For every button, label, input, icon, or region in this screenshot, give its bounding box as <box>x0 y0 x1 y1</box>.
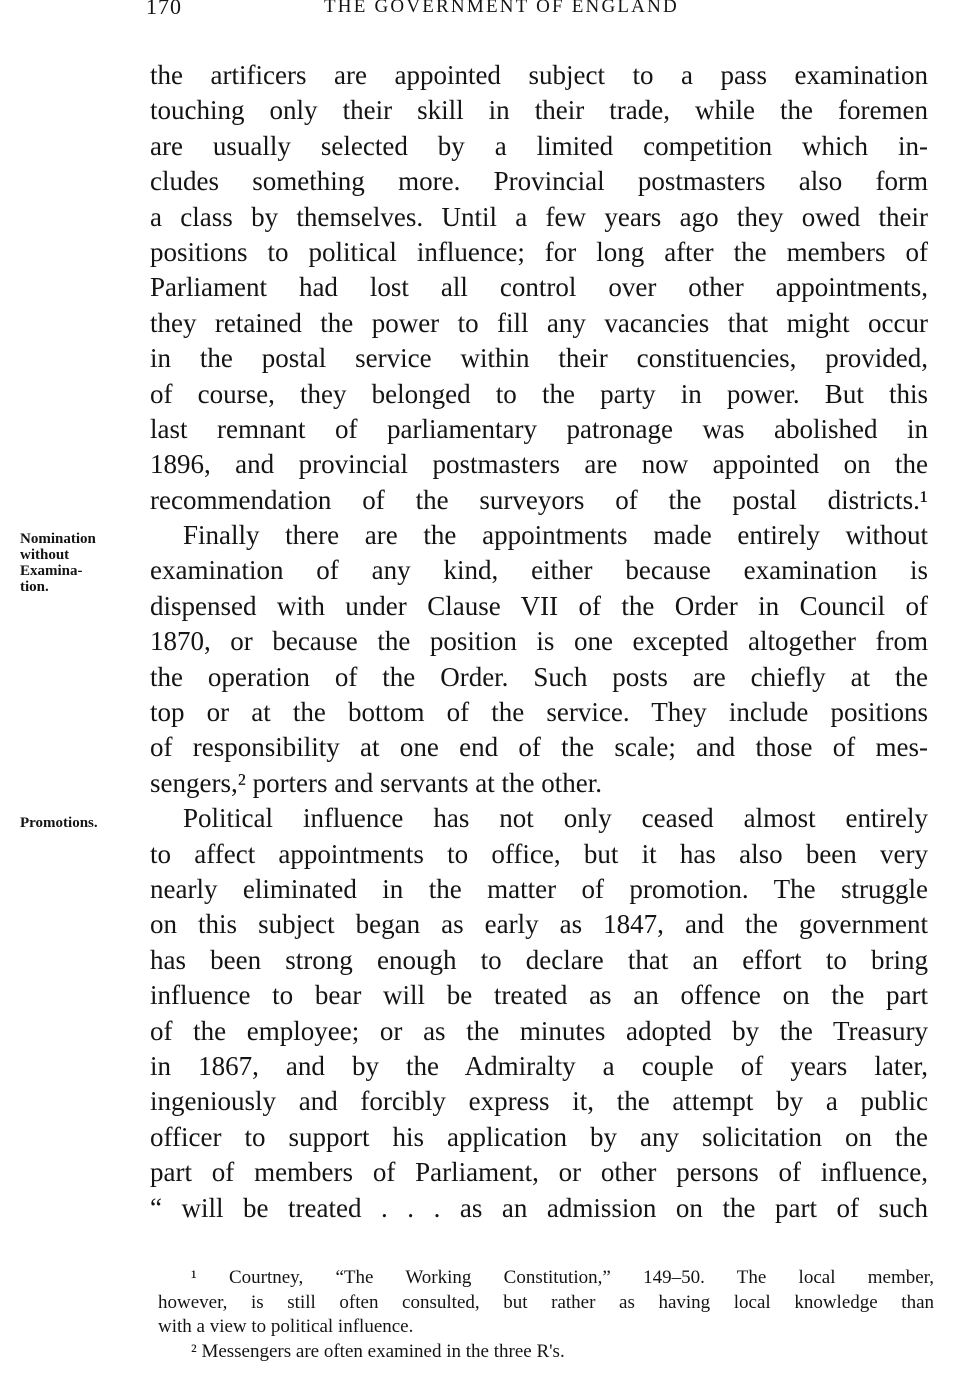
sidenote-nomination: Nomination without Examina- tion. <box>20 531 96 595</box>
text-line: positions to political influence; for long after the members of <box>150 236 928 267</box>
text-line: they retained the power to fill any vacancies that might occur <box>150 307 928 338</box>
body-text <box>150 58 928 1226</box>
text-line: in the postal service within their constituencies, provided, <box>150 343 928 374</box>
text-line: are usually selected by a limited competition which in- <box>150 130 928 161</box>
text-line: influence to bear will be treated as an offence on the part <box>150 980 928 1011</box>
sidenote-promotions: Promotions. <box>20 815 98 831</box>
text-line: recommendation of the surveyors of the postal districts.¹ <box>150 484 928 515</box>
text-line: cludes something more. Provincial postmasters also form <box>150 166 928 197</box>
text-line: of responsibility at one end of the scale; and those of mes- <box>150 732 928 763</box>
text-line: top or at the bottom of the service. They include positions <box>150 697 928 728</box>
text-line: of the employee; or as the minutes adopted by the Treasury <box>150 1015 928 1046</box>
text-line: 1896, and provincial postmasters are now appointed on the <box>150 449 928 480</box>
text-line: of course, they belonged to the party in power. But this <box>150 378 928 409</box>
text-line: officer to support his application by any solicitation on the <box>150 1121 928 1152</box>
footnote-line: ² Messengers are often examined in the three R's. <box>191 1340 565 1362</box>
footnotes <box>158 1266 934 1364</box>
text-line: Parliament had lost all control over other appointments, <box>150 272 928 303</box>
text-line: the operation of the Order. Such posts are chiefly at the <box>150 661 928 692</box>
text-line: sengers,² porters and servants at the other. <box>150 767 602 798</box>
running-title: THE GOVERNMENT OF ENGLAND <box>324 0 679 17</box>
text-line: has been strong enough to declare that an effort to bring <box>150 944 928 975</box>
footnote-line: however, is still often consulted, but rather as having local knowledge than <box>158 1291 934 1313</box>
page-header <box>146 0 756 20</box>
text-line: nearly eliminated in the matter of promotion. The struggle <box>150 873 928 904</box>
text-line: the artificers are appointed subject to a pass examination <box>150 60 928 90</box>
text-line: touching only their skill in their trade, while the foremen <box>150 95 928 126</box>
text-line: to affect appointments to office, but it has also been very <box>150 838 928 869</box>
text-line: dispensed with under Clause VII of the Order in Council of <box>150 590 928 621</box>
text-line: “ will be treated . . . as an admission on the part of such <box>150 1192 928 1223</box>
text-line: in 1867, and by the Admiralty a couple of years later, <box>150 1050 928 1081</box>
text-line: on this subject began as early as 1847, and the government <box>150 909 928 940</box>
text-line: Finally there are the appointments made entirely without <box>183 520 928 551</box>
text-line: Political influence has not only ceased almost entirely <box>183 803 928 834</box>
page-number: 170 <box>146 0 182 19</box>
text-line: part of members of Parliament, or other persons of influence, <box>150 1157 928 1188</box>
footnote-line: ¹ Courtney, “The Working Constitution,” 149–50. The local member, <box>191 1267 934 1288</box>
text-line: last remnant of parliamentary patronage was abolished in <box>150 413 928 444</box>
text-line: examination of any kind, either because examination is <box>150 555 928 586</box>
text-line: 1870, or because the position is one excepted altogether from <box>150 626 928 657</box>
footnote-line: with a view to political influence. <box>158 1316 414 1337</box>
text-line: a class by themselves. Until a few years ago they owed their <box>150 201 928 232</box>
text-line: ingeniously and forcibly express it, the attempt by a public <box>150 1086 928 1117</box>
